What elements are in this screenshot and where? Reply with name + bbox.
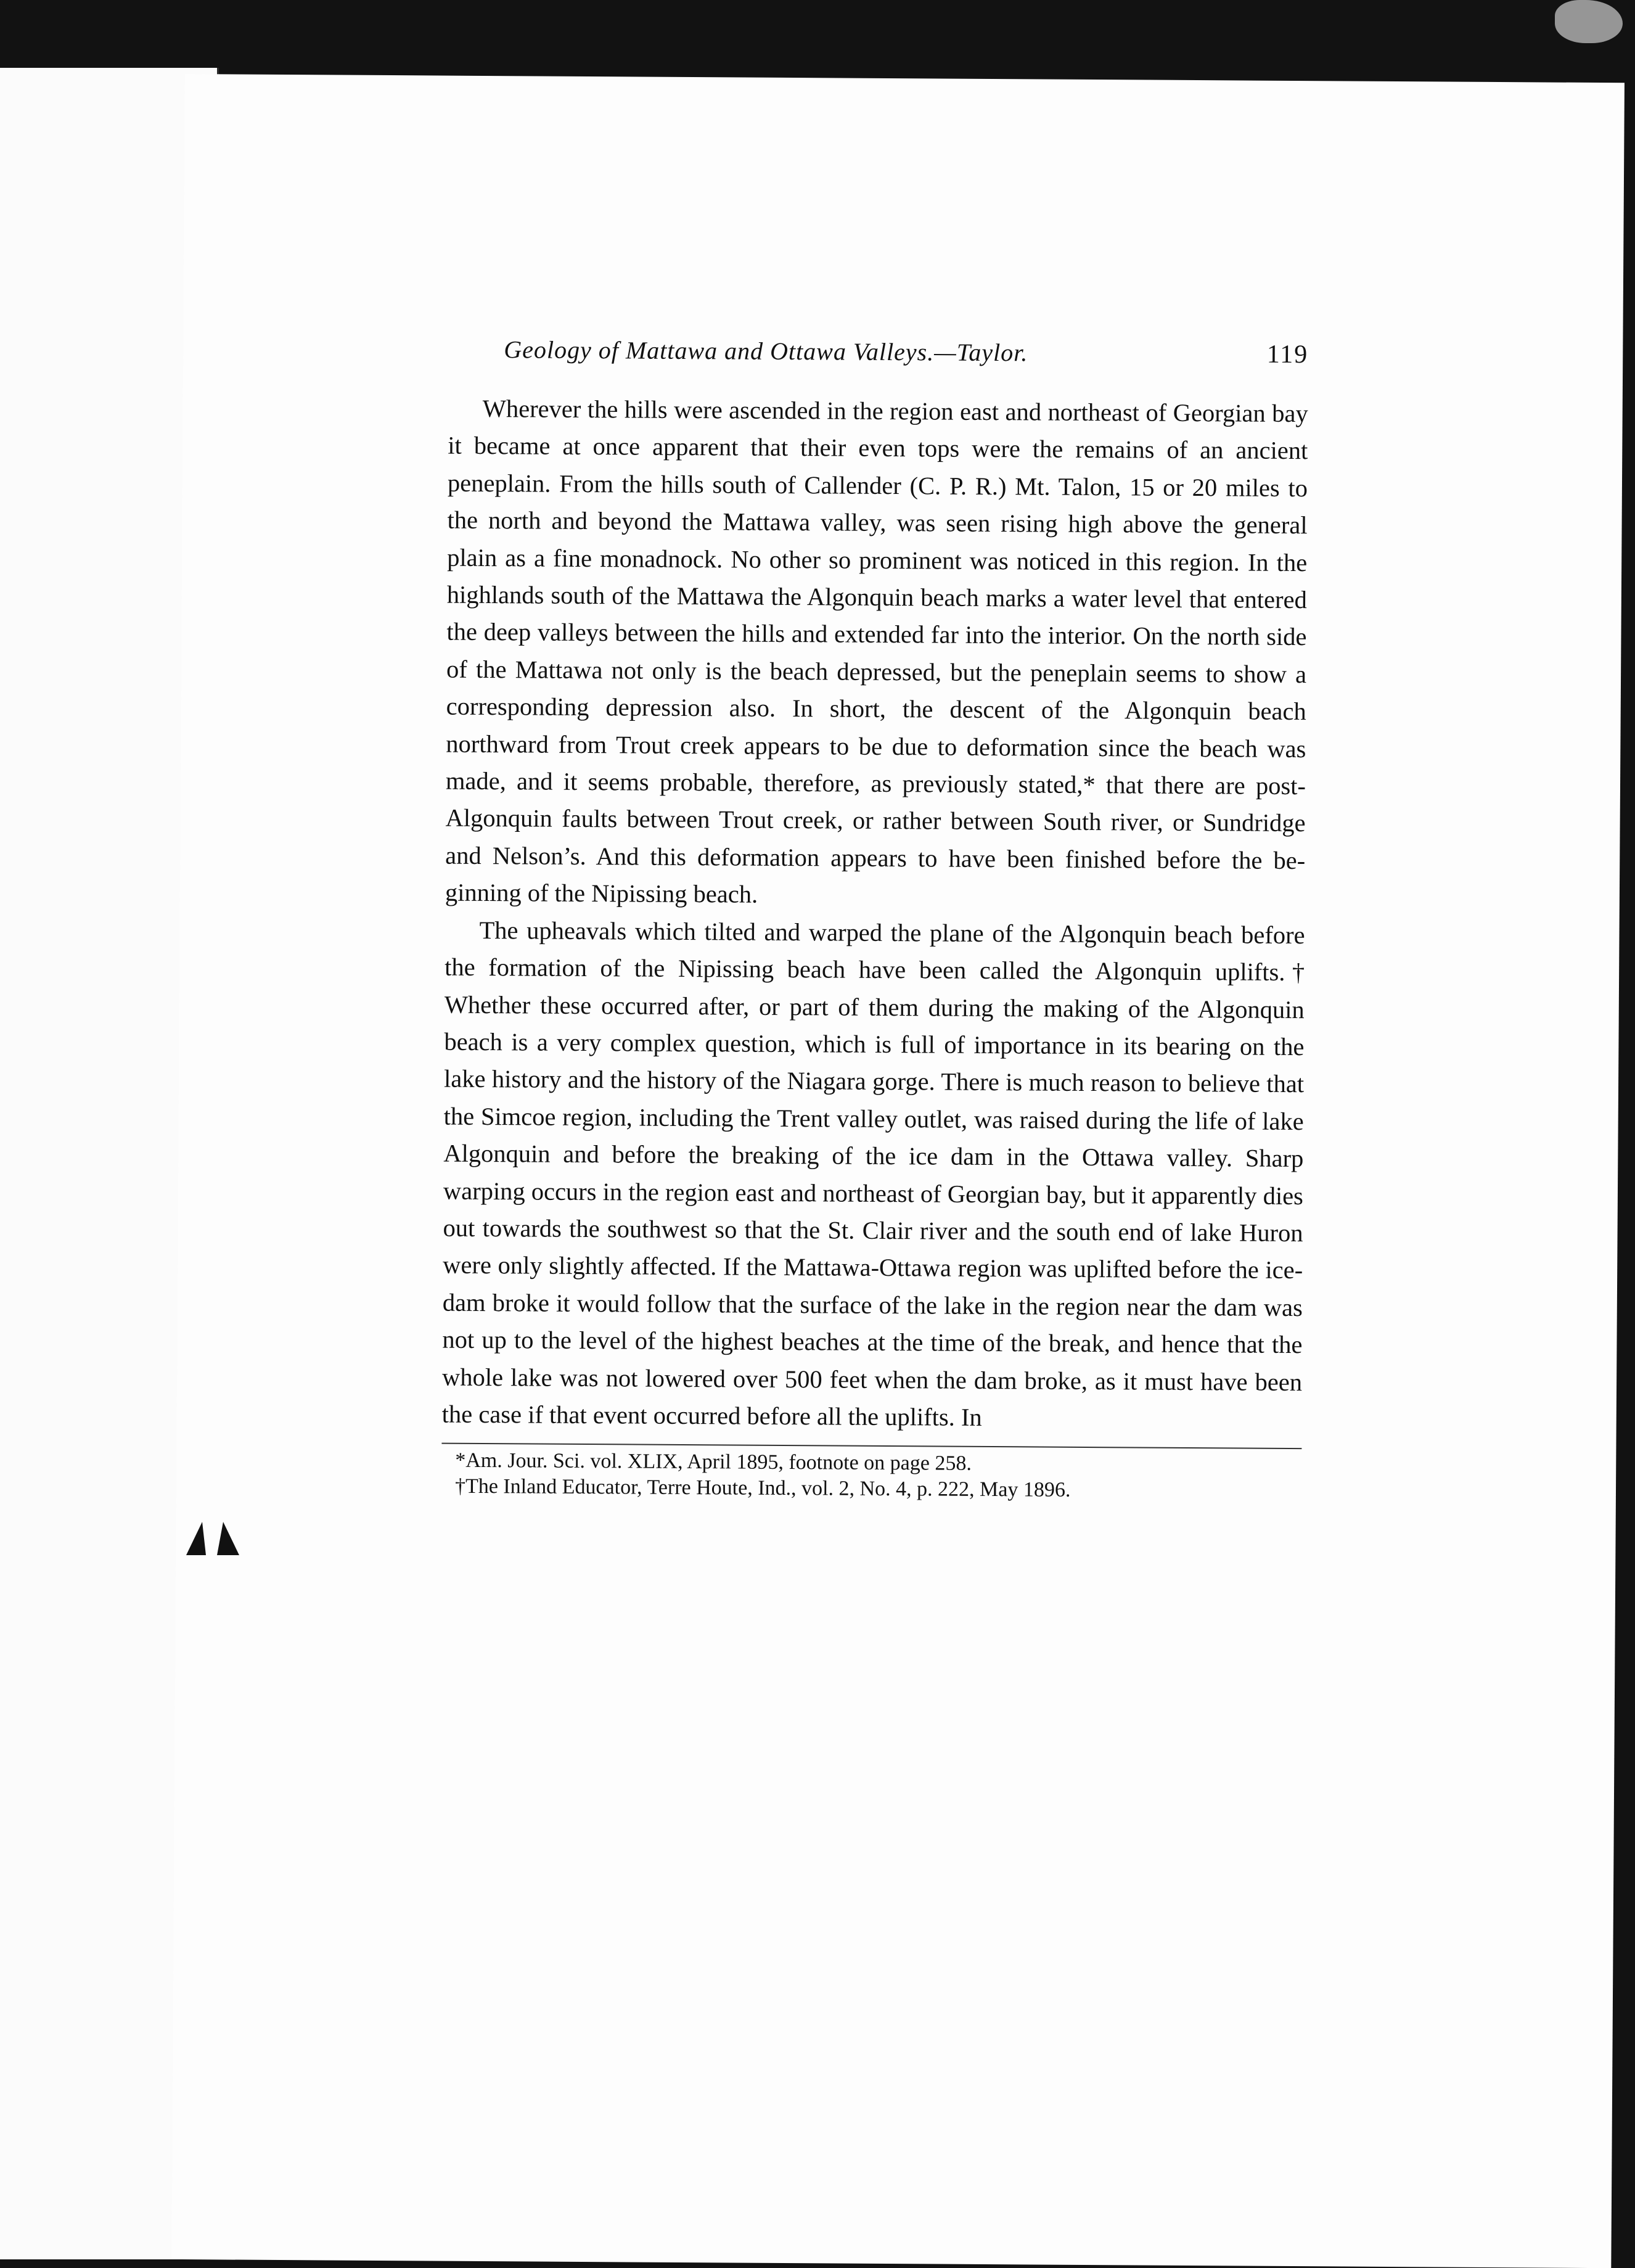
binding-mark-icon: [185, 1517, 240, 1560]
running-head: [448, 335, 1309, 396]
running-title: Geology of Mattawa and Ottawa Valleys.—Taylor.: [504, 335, 1028, 367]
paragraph: Wherever the hills were ascended in the region east and northeast of Georgian bay it became at once apparent that their even tops were the remains of an ancient peneplain. From the hills south of Callender (C. P. R.) Mt. Talon, 15 or 20 miles to the north and beyond the Mattawa valley, was seen rising high above the general plain as a fine monadnock. No other so prominent was noticed in this region. In the highlands south of the Mattawa the Algonquin beach marks a water level that entered the deep valleys between the hills and extended far into the interior. On the north side of the Mattawa not only is the beach depressed, but the peneplain seems to show a corresponding depression also. In short, the descent of the Algonquin beach northward from Trout creek appears to be due to deformation since the beach was made, and it seems probable, therefore, as previously stated,* that there are post-Algonquin faults between Trout creek, or rather between South river, or Sundridge and Nelson’s. And this deformation appears to have been finished before the beginning of the Nipissing beach.: [445, 394, 1308, 908]
body-text: [442, 390, 1308, 1439]
scan-artifact: [1555, 0, 1623, 43]
page-number: 119: [1266, 340, 1309, 369]
footnotes: [441, 1448, 1301, 1505]
book-page: [171, 74, 1625, 2268]
footnote: *Am. Jour. Sci. vol. XLIX, April 1895, footnote on page 258.: [455, 1449, 972, 1476]
page-content: [441, 335, 1309, 1505]
paragraph: The upheavals which tilted and warped the plane of the Algonquin beach before the formation of the Nipissing beach have been called the Algonquin uplifts.† Whether these occurred after, or part of them during the making of the Algonquin beach is a very complex question, which is full of importance in its bearing on the lake history and the history of the Niagara gorge. There is much reason to believe that the Simcoe region, including the Trent valley outlet, was raised during the life of lake Algonquin and before the breaking of the ice dam in the Ottawa valley. Sharp warping occurs in the region east and northeast of Georgian bay, but it apparently dies out towards the southwest so that the St. Clair river and the south end of lake Huron were only slightly affected. If the Mattawa-Ottawa region was uplifted before the ice-dam broke it would follow that the surface of the lake in the region near the dam was not up to the level of the highest beaches at the time of the break, and hence that the whole lake was not lowered over 500 feet when the dam broke, as it must have been the case if that event occurred before all the uplifts. In: [441, 916, 1305, 1431]
footnote: †The Inland Educator, Terre Houte, Ind., vol. 2, No. 4, p. 222, May 1896.: [454, 1475, 1071, 1502]
